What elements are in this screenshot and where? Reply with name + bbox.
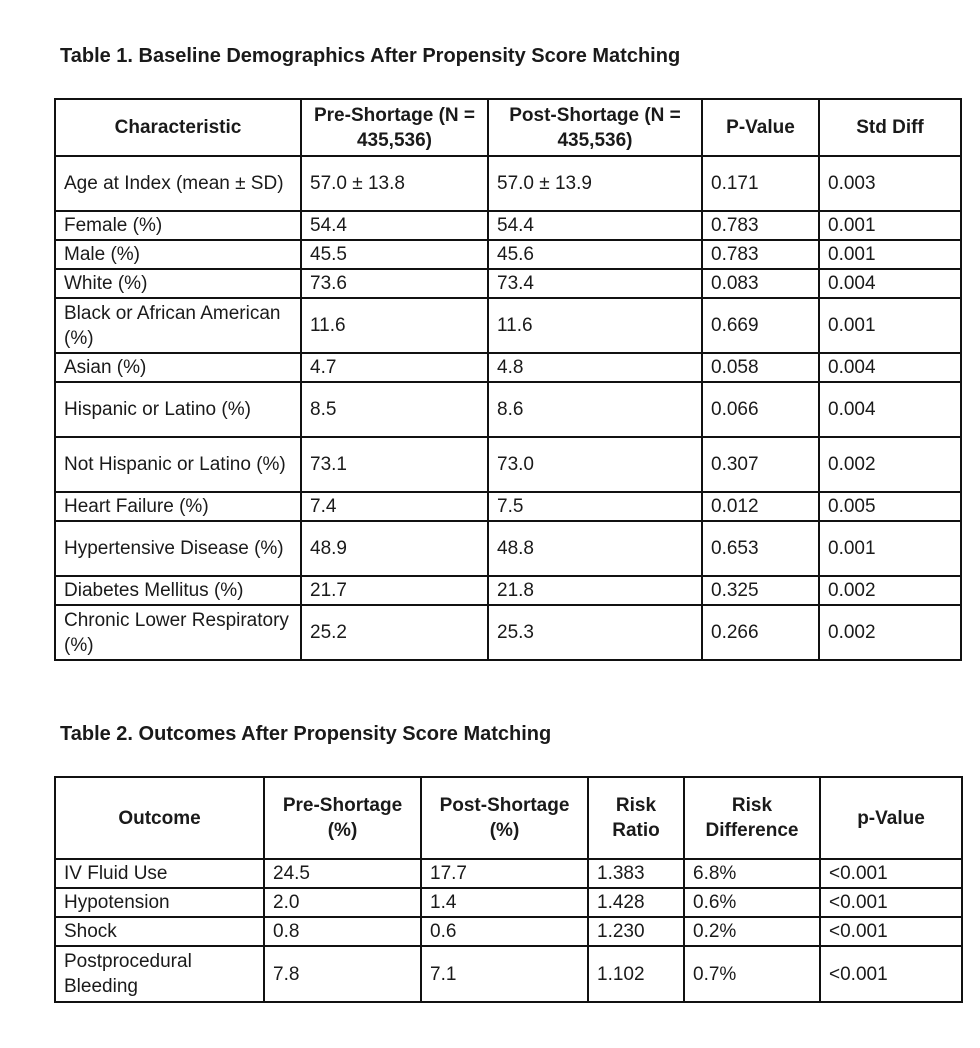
table2-header-row (55, 777, 962, 859)
table-cell: Shock (55, 917, 264, 946)
table-cell: 73.0 (488, 437, 702, 492)
table-cell: 0.307 (702, 437, 819, 492)
table2-header-risk-difference: Risk Difference (684, 777, 820, 859)
table-cell: 48.8 (488, 521, 702, 576)
table-cell: 0.8 (264, 917, 421, 946)
table-cell: Not Hispanic or Latino (%) (55, 437, 301, 492)
table2-header-outcome: Outcome (55, 777, 264, 859)
table-cell: 0.001 (819, 240, 961, 269)
table-cell: 0.2% (684, 917, 820, 946)
table-row (55, 605, 961, 660)
table-cell: 1.102 (588, 946, 684, 1002)
table-cell: 8.6 (488, 382, 702, 437)
table-cell: 0.004 (819, 382, 961, 437)
table-cell: Chronic Lower Respiratory (%) (55, 605, 301, 660)
table-cell: 0.669 (702, 298, 819, 353)
table-cell: Diabetes Mellitus (%) (55, 576, 301, 605)
table-cell: 21.8 (488, 576, 702, 605)
table-cell: 1.428 (588, 888, 684, 917)
table-cell: 0.266 (702, 605, 819, 660)
table-row (55, 946, 962, 1002)
table-cell: 54.4 (301, 211, 488, 240)
table-cell: <0.001 (820, 917, 962, 946)
table-cell: 45.5 (301, 240, 488, 269)
table-cell: 7.4 (301, 492, 488, 521)
table-cell: 7.5 (488, 492, 702, 521)
table-cell: Black or African American (%) (55, 298, 301, 353)
table-row (55, 521, 961, 576)
table-row (55, 240, 961, 269)
table-cell: 7.8 (264, 946, 421, 1002)
table-cell: 1.383 (588, 859, 684, 888)
table1-header-std-diff: Std Diff (819, 99, 961, 156)
table-cell: 11.6 (301, 298, 488, 353)
table-cell: 24.5 (264, 859, 421, 888)
table-cell: White (%) (55, 269, 301, 298)
table-row (55, 888, 962, 917)
table1-title: Table 1. Baseline Demographics After Propensity Score Matching (60, 45, 681, 67)
table-cell: Female (%) (55, 211, 301, 240)
table-cell: Heart Failure (%) (55, 492, 301, 521)
table-cell: 73.1 (301, 437, 488, 492)
table-cell: <0.001 (820, 859, 962, 888)
table-row (55, 917, 962, 946)
table-cell: <0.001 (820, 888, 962, 917)
table-row (55, 382, 961, 437)
table-cell: 0.783 (702, 240, 819, 269)
table2-header-p-value: p-Value (820, 777, 962, 859)
table-cell: 48.9 (301, 521, 488, 576)
table-cell: 0.003 (819, 156, 961, 211)
table-cell: 54.4 (488, 211, 702, 240)
table-cell: 0.7% (684, 946, 820, 1002)
table-cell: 0.058 (702, 353, 819, 382)
table-cell: 0.001 (819, 298, 961, 353)
table-cell: 0.653 (702, 521, 819, 576)
table-cell: 0.6 (421, 917, 588, 946)
table1-header-characteristic: Characteristic (55, 99, 301, 156)
table-cell: Asian (%) (55, 353, 301, 382)
table-cell: IV Fluid Use (55, 859, 264, 888)
table-cell: 0.002 (819, 576, 961, 605)
table-cell: 0.083 (702, 269, 819, 298)
table1-header-pre-shortage: Pre-Shortage (N = 435,536) (301, 99, 488, 156)
table-cell: 45.6 (488, 240, 702, 269)
table-cell: 4.7 (301, 353, 488, 382)
table-row (55, 492, 961, 521)
table-cell: Postprocedural Bleeding (55, 946, 264, 1002)
table-cell: 2.0 (264, 888, 421, 917)
table-cell: 1.4 (421, 888, 588, 917)
table-cell: 0.325 (702, 576, 819, 605)
table-cell: 25.3 (488, 605, 702, 660)
table-cell: 21.7 (301, 576, 488, 605)
table2-header-post-shortage: Post-Shortage (%) (421, 777, 588, 859)
table-row (55, 859, 962, 888)
table-row (55, 156, 961, 211)
table-cell: 0.001 (819, 211, 961, 240)
table-cell: 6.8% (684, 859, 820, 888)
table-cell: 0.066 (702, 382, 819, 437)
table2-header-risk-ratio: Risk Ratio (588, 777, 684, 859)
table-cell: 57.0 ± 13.8 (301, 156, 488, 211)
table-row (55, 353, 961, 382)
table-cell: Age at Index (mean ± SD) (55, 156, 301, 211)
table-row (55, 211, 961, 240)
table-cell: 4.8 (488, 353, 702, 382)
table-cell: Hypertensive Disease (%) (55, 521, 301, 576)
table-cell: 0.005 (819, 492, 961, 521)
table1-header-p-value: P-Value (702, 99, 819, 156)
table-cell: 1.230 (588, 917, 684, 946)
table-cell: 57.0 ± 13.9 (488, 156, 702, 211)
table-row (55, 437, 961, 492)
table-cell: 0.002 (819, 437, 961, 492)
table-cell: 11.6 (488, 298, 702, 353)
table2-header-pre-shortage: Pre-Shortage (%) (264, 777, 421, 859)
table-cell: 0.171 (702, 156, 819, 211)
table-cell: 0.002 (819, 605, 961, 660)
table-cell: 0.6% (684, 888, 820, 917)
table-cell: 7.1 (421, 946, 588, 1002)
table-cell: 0.783 (702, 211, 819, 240)
table-row (55, 269, 961, 298)
table-cell: 17.7 (421, 859, 588, 888)
table-cell: <0.001 (820, 946, 962, 1002)
table-cell: 8.5 (301, 382, 488, 437)
table1-header-row (55, 99, 961, 156)
table1-header-post-shortage: Post-Shortage (N = 435,536) (488, 99, 702, 156)
table-cell: Male (%) (55, 240, 301, 269)
table-cell: 73.6 (301, 269, 488, 298)
outcomes-table (54, 776, 963, 1003)
table-cell: 25.2 (301, 605, 488, 660)
table-cell: 73.4 (488, 269, 702, 298)
table-cell: 0.001 (819, 521, 961, 576)
table-cell: Hispanic or Latino (%) (55, 382, 301, 437)
table-row (55, 298, 961, 353)
table-cell: Hypotension (55, 888, 264, 917)
table-cell: 0.004 (819, 353, 961, 382)
table2-title: Table 2. Outcomes After Propensity Score Matching (60, 723, 552, 745)
table-cell: 0.004 (819, 269, 961, 298)
table-cell: 0.012 (702, 492, 819, 521)
table-row (55, 576, 961, 605)
baseline-demographics-table (54, 98, 962, 661)
